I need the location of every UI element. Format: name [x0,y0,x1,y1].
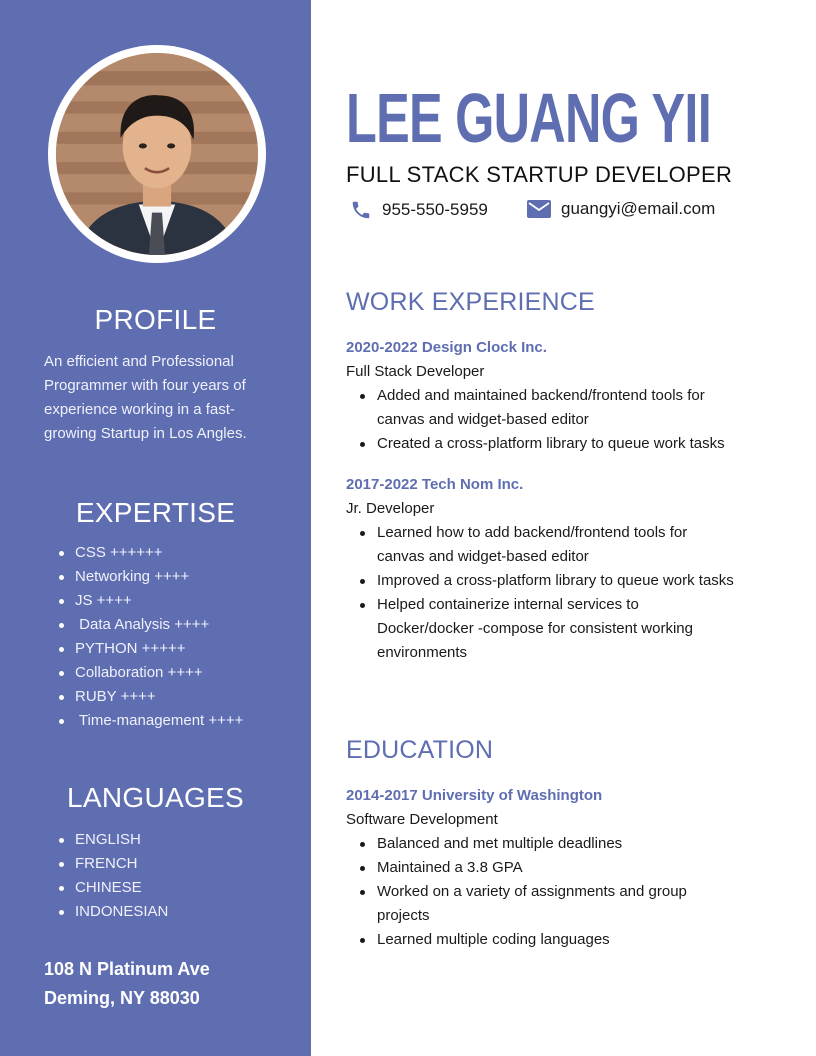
phone-contact[interactable] [350,199,488,221]
email-address: guangyi@email.com [561,199,716,218]
education-bullets [377,832,766,952]
phone-number: 955-550-5959 [382,200,488,219]
languages-heading: LANGUAGES [67,782,244,813]
profile-photo-frame [48,45,266,263]
profile-heading: PROFILE [94,304,217,335]
job-bullet: Learned how to add backend/frontend tools for canvas and widget-based editor [377,521,717,569]
language-item: CHINESE [75,876,168,900]
job-title: Jr. Developer [346,500,435,517]
language-item: INDONESIAN [75,900,168,924]
program-name: Software Development [346,811,498,828]
envelope-icon [527,200,551,218]
languages-list [75,828,168,924]
job-entry [346,336,766,456]
job-period: 2020-2022 Design Clock Inc. [346,339,547,356]
address-line-2: Deming, NY 88030 [44,988,200,1008]
expertise-item: PYTHON +++++ [75,637,243,661]
language-item: FRENCH [75,852,168,876]
school-period: 2014-2017 University of Washington [346,787,603,804]
job-title: Full Stack Developer [346,363,485,380]
education-bullet: Maintained a 3.8 GPA [377,856,766,880]
job-bullets [377,521,766,665]
expertise-item: Time-management ++++ [75,709,243,733]
education-bullet: Worked on a variety of assignments and group projects [377,880,707,928]
profile-summary: An efficient and Professional Programmer with four years of experience working in a fast-growing Startup in Los Angles. [44,353,247,442]
job-bullet: Created a cross-platform library to queue work tasks [377,432,766,456]
expertise-item: Networking ++++ [75,565,243,589]
address [44,955,210,1013]
profile-photo [56,53,258,255]
expertise-item: JS ++++ [75,589,243,613]
education-heading: EDUCATION [346,736,494,764]
expertise-list [75,541,243,733]
expertise-heading: EXPERTISE [75,497,236,528]
expertise-item: RUBY ++++ [75,685,243,709]
job-entry [346,473,766,665]
email-contact[interactable] [527,199,715,219]
sidebar [0,0,311,1056]
education-entry [346,784,766,952]
candidate-role: FULL STACK STARTUP DEVELOPER [346,162,733,187]
job-bullet: Improved a cross-platform library to queue work tasks [377,569,766,593]
expertise-item: CSS ++++++ [75,541,243,565]
job-bullet: Helped containerize internal services to Docker/docker -compose for consistent working environments [377,593,722,665]
candidate-name: LEE GUANG YII [346,79,711,157]
expertise-item: Data Analysis ++++ [75,613,243,637]
education-bullet: Balanced and met multiple deadlines [377,832,766,856]
education-bullet: Learned multiple coding languages [377,928,766,952]
address-line-1: 108 N Platinum Ave [44,959,210,979]
language-item: ENGLISH [75,828,168,852]
expertise-item: Collaboration ++++ [75,661,243,685]
portrait-illustration [56,53,258,255]
job-period: 2017-2022 Tech Nom Inc. [346,476,524,493]
phone-icon [350,199,372,221]
job-bullets [377,384,766,456]
work-experience-heading: WORK EXPERIENCE [346,288,595,316]
job-bullet: Added and maintained backend/frontend tools for canvas and widget-based editor [377,384,737,432]
